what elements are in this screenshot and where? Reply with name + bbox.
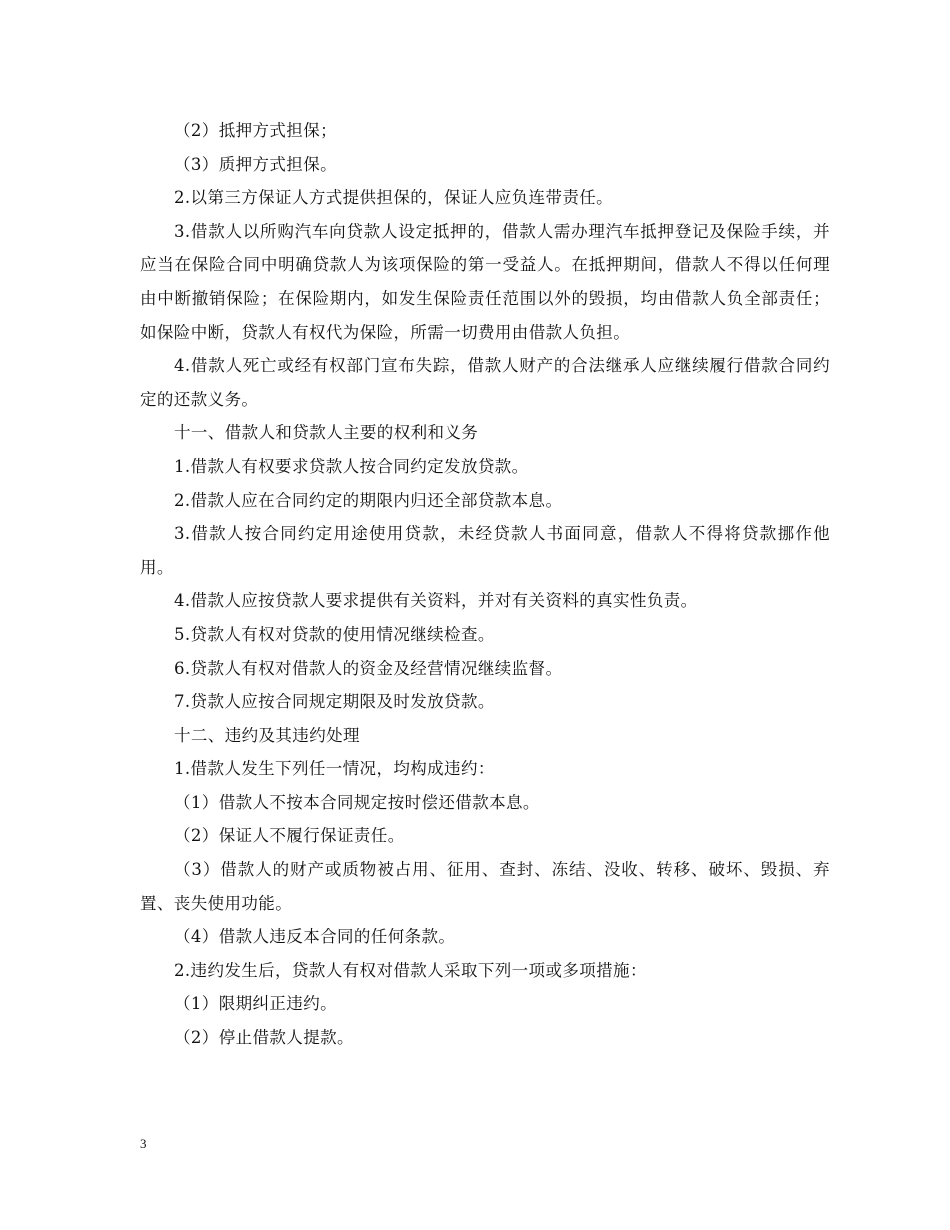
paragraph: 4.借款人应按贷款人要求提供有关资料，并对有关资料的真实性负责。 [174,591,698,611]
paragraph: （3）质押方式担保。 [174,154,337,174]
paragraph: （2）保证人不履行保证责任。 [174,826,405,846]
paragraph: （1）借款人不按本合同规定按时偿还借款本息。 [174,792,540,812]
section-heading: 十二、违约及其违约处理 [174,725,360,745]
paragraph: 1.借款人发生下列任一情况，均构成违约： [174,759,495,779]
page-number: 3 [140,1136,147,1151]
paragraph: 1.借款人有权要求贷款人按合同约定发放贷款。 [174,456,529,476]
paragraph: （4）借款人违反本合同的任何条款。 [174,927,456,947]
paragraph: 4.借款人死亡或经有权部门宣布失踪，借款人财产的合法继承人应继续履行借款合同约定的还款义务。 [140,356,830,409]
document-body [140,114,830,1055]
paragraph: 6.贷款人有权对借款人的资金及经营情况继续监督。 [174,658,563,678]
paragraph: 3.借款人按合同约定用途使用贷款，未经贷款人书面同意，借款人不得将贷款挪作他用。 [140,524,830,577]
paragraph: 5.贷款人有权对贷款的使用情况继续检查。 [174,624,495,644]
paragraph: （3）借款人的财产或质物被占用、征用、查封、冻结、没收、转移、破坏、毁损、弃置、丧失使用功能。 [140,860,830,913]
paragraph: （1）限期纠正违约。 [174,994,337,1014]
paragraph: 7.贷款人应按合同规定期限及时发放贷款。 [174,692,495,712]
paragraph: 2.违约发生后，贷款人有权对借款人采取下列一项或多项措施： [174,960,647,980]
paragraph: 2.以第三方保证人方式提供担保的，保证人应负连带责任。 [174,188,614,208]
paragraph: 3.借款人以所购汽车向贷款人设定抵押的，借款人需办理汽车抵押登记及保险手续，并应当在保险合同中明确贷款人为该项保险的第一受益人。在抵押期间，借款人不得以任何理由中断撤销保险；在保险期内，如发生保险责任范围以外的毁损，均由借款人负全部责任；如保险中断，贷款人有权代为保险，所需一切费用由借款人负担。 [140,221,830,342]
section-heading: 十一、借款人和贷款人主要的权利和义务 [174,423,479,443]
paragraph: 2.借款人应在合同约定的期限内归还全部贷款本息。 [174,490,563,510]
paragraph: （2）抵押方式担保； [174,121,337,140]
paragraph: （2）停止借款人提款。 [174,1028,354,1048]
